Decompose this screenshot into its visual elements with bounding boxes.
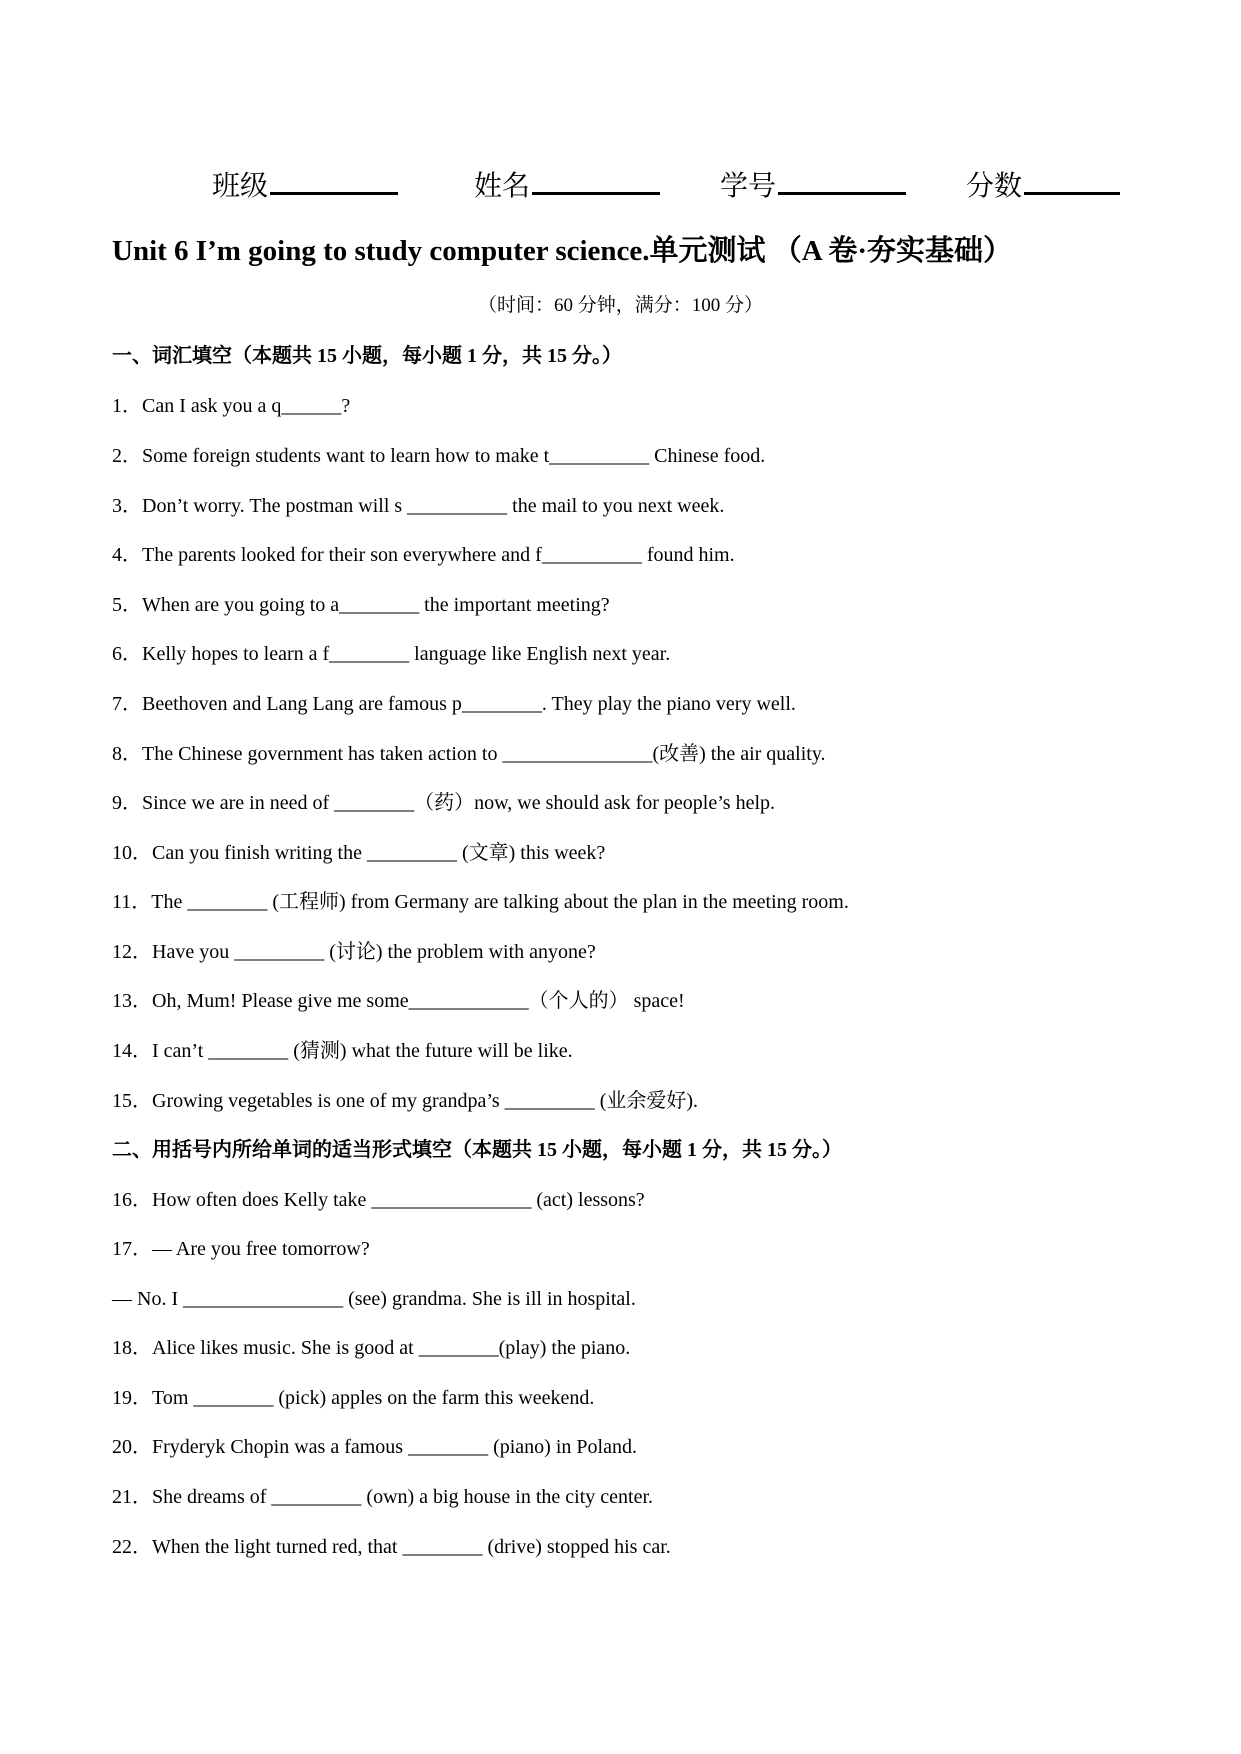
score-label: 分数 [966, 169, 1023, 202]
question-item: 13．Oh, Mum! Please give me some____________（个人的） space! [112, 990, 685, 1012]
question-item: 21．She dreams of _________ (own) a big house in the city center. [112, 1486, 653, 1508]
question-item: 5．When are you going to a________ the important meeting? [112, 594, 610, 616]
question-item: 9．Since we are in need of ________（药）now, we should ask for people’s help. [112, 792, 776, 814]
question-item: 3．Don’t worry. The postman will s __________ the mail to you next week. [112, 495, 725, 517]
name-blank[interactable] [532, 160, 660, 195]
question-item: 4．The parents looked for their son everywhere and f__________ found him. [112, 544, 735, 566]
student-id-label: 学号 [720, 169, 777, 202]
question-item: 14．I can’t ________ (猜测) what the future will be like. [112, 1040, 573, 1062]
student-info-row [212, 160, 1142, 200]
question-item: 15．Growing vegetables is one of my grandpa’s _________ (业余爱好). [112, 1090, 699, 1112]
class-field [212, 160, 398, 204]
exam-time-and-score: （时间：60 分钟，满分：100 分） [477, 295, 763, 316]
question-item: 1．Can I ask you a q______? [112, 395, 351, 417]
question-item: 22．When the light turned red, that ________ (drive) stopped his car. [112, 1536, 671, 1558]
question-item: 20．Fryderyk Chopin was a famous ________ (piano) in Poland. [112, 1436, 637, 1458]
section-heading: 一、词汇填空（本题共 15 小题，每小题 1 分，共 15 分。） [112, 345, 622, 367]
student-id-blank[interactable] [778, 160, 906, 195]
question-item: 8．The Chinese government has taken action to _______________(改善) the air quality. [112, 743, 826, 765]
question-item: — No. I ________________ (see) grandma. She is ill in hospital. [112, 1288, 636, 1310]
question-item: 17．— Are you free tomorrow? [112, 1238, 370, 1260]
name-label: 姓名 [474, 169, 531, 202]
question-item: 16．How often does Kelly take ________________ (act) lessons? [112, 1189, 645, 1211]
question-item: 12．Have you _________ (讨论) the problem with anyone? [112, 941, 596, 963]
question-item: 11．The ________ (工程师) from Germany are talking about the plan in the meeting room. [112, 891, 849, 913]
student-id-field [720, 160, 906, 204]
question-item: 19．Tom ________ (pick) apples on the farm this weekend. [112, 1387, 595, 1409]
score-field [966, 160, 1120, 204]
question-item: 2．Some foreign students want to learn how to make t__________ Chinese food. [112, 445, 766, 467]
section-heading: 二、用括号内所给单词的适当形式填空（本题共 15 小题，每小题 1 分，共 15 分。） [112, 1139, 842, 1161]
page-title: Unit 6 I’m going to study computer science.单元测试 （A 卷·夯实基础） [112, 235, 1013, 267]
score-blank[interactable] [1024, 160, 1120, 195]
class-blank[interactable] [270, 160, 398, 195]
question-item: 6．Kelly hopes to learn a f________ language like English next year. [112, 643, 671, 665]
question-item: 18．Alice likes music. She is good at ________(play) the piano. [112, 1337, 631, 1359]
question-item: 10．Can you finish writing the _________ (文章) this week? [112, 842, 606, 864]
name-field [474, 160, 660, 204]
class-label: 班级 [212, 169, 269, 202]
question-item: 7．Beethoven and Lang Lang are famous p________. They play the piano very well. [112, 693, 796, 715]
